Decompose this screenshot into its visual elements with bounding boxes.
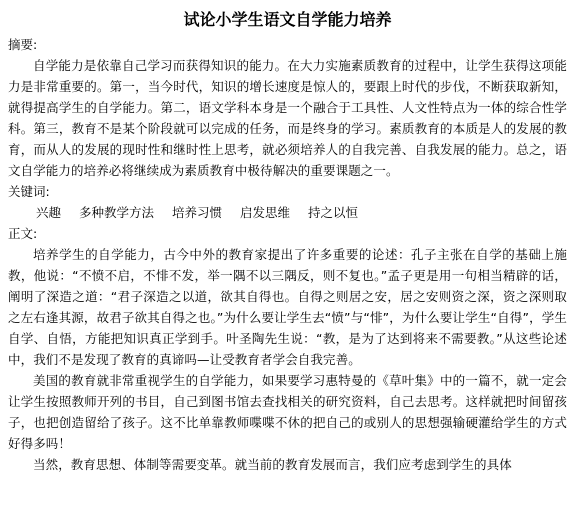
body-paragraph: 当然，教育思想、体制等需要变革。就当前的教育发展而言，我们应考虑到学生的具体 [33, 457, 512, 472]
keyword: 多种教学方法 [79, 205, 155, 220]
abstract-label: 摘要: [8, 37, 38, 52]
keyword: 持之以恒 [308, 205, 359, 220]
keyword: 兴趣 [36, 205, 62, 220]
keyword: 启发思维 [240, 205, 291, 220]
keyword: 培养习惯 [172, 205, 223, 220]
keywords-label: 关键词: [8, 184, 50, 199]
body-paragraph: 美国的教育就非常重视学生的自学能力，如果要学习惠特曼的《草叶集》中的一篇不，就一定会让学生按照教师开列的书目，自己到图书馆去查找相关的研究资料，自己去思考。这样就把时间留孩子，也把创造留给了孩子。这不比单靠教师喋喋不休的把自己的或别人的思想强输硬灌给学生的方式好得多吗！ [8, 373, 567, 451]
document-title: 试论小学生语文自学能力培养 [183, 10, 392, 29]
body-label: 正文: [8, 226, 38, 241]
keywords-list [8, 202, 567, 223]
body-paragraph: 培养学生的自学能力，古今中外的教育家提出了许多重要的论述：孔子主张在自学的基础上施教，他说：“不愤不启，不悱不发，举一隅不以三隅反，则不复也。”孟子更是用一句相当精辟的话，阐明了深造之道：“君子深造之以道，欲其自得也。自得之则居之安，居之安则资之深，资之深则取之左右逢其源，故君子欲其自得之也。”为什么要让学生去“愤”与“悱”，为什么要让学生“自得”，学生自学、自悟，方能把知识真正学到手。叶圣陶先生说：“教，是为了达到将来不需要教。”从这些论述中，我们不是发现了教育的真谛吗—让受教育者学会自我完善。 [8, 247, 567, 367]
abstract-text: 自学能力是依靠自己学习而获得知识的能力。在大力实施素质教育的过程中，让学生获得这项能力是非常重要的。第一，当今时代，知识的增长速度是惊人的，要跟上时代的步伐，不断获取新知，就得提高学生的自学能力。第二，语文学科本身是一个融合于工具性、人文性特点为一体的综合性学科。第三，教育不是某个阶段就可以完成的任务，而是终身的学习。素质教育的本质是人的发展的教育，而从人的发展的现时性和继时性上思考，就必须培养人的自我完善、自我发展的能力。总之，语文自学能力的培养必将继续成为素质教育中极待解决的重要课题之一。 [8, 58, 567, 178]
